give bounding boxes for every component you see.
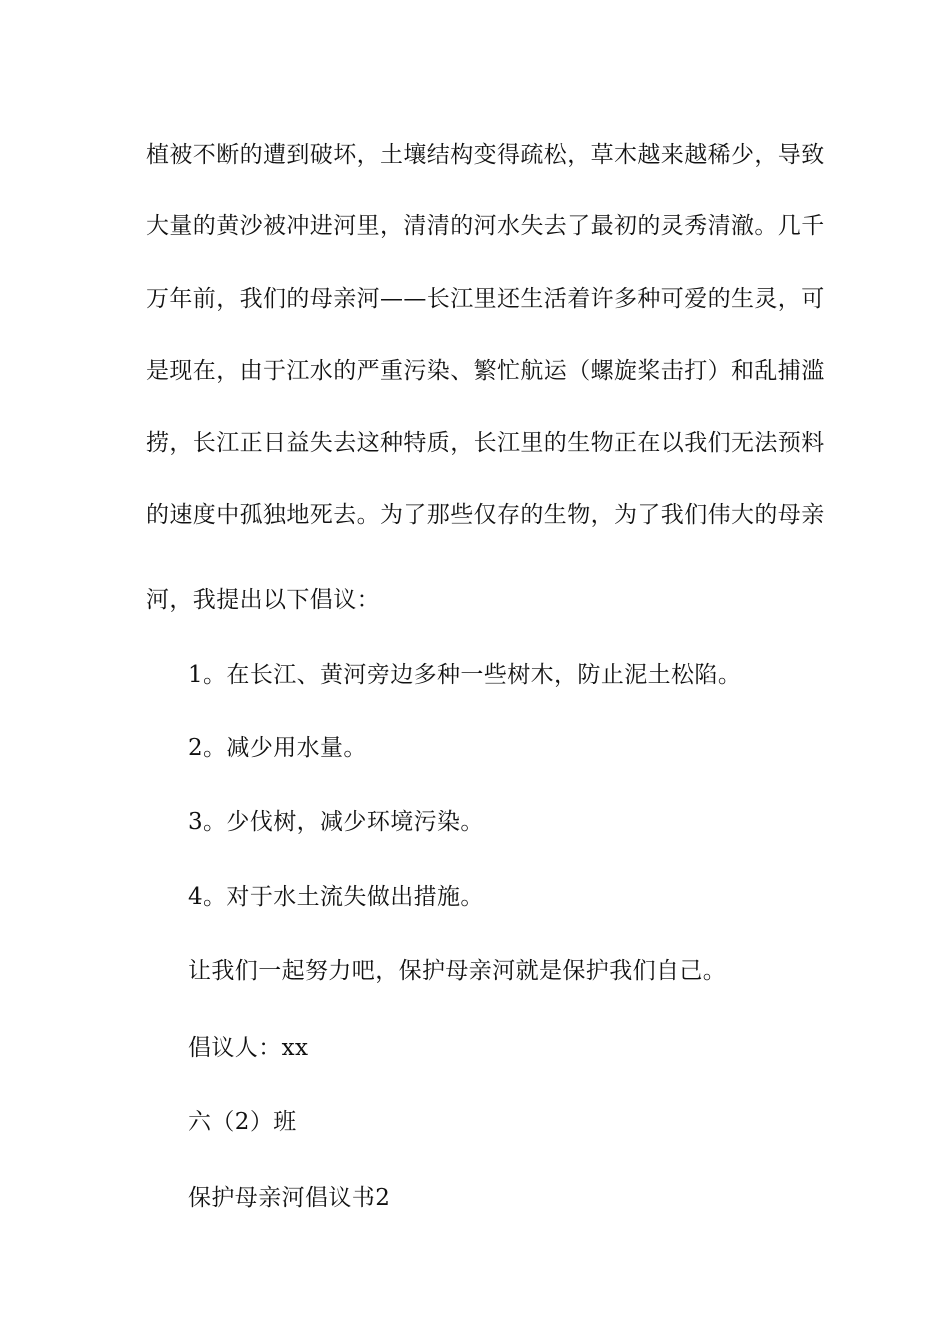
closing-sentence: 让我们一起努力吧，保护母亲河就是保护我们自己。 xyxy=(188,958,727,984)
paragraph-line: 河，我提出以下倡议： xyxy=(146,587,380,613)
paragraph-line: 万年前，我们的母亲河——长江里还生活着许多种可爱的生灵，可 xyxy=(146,286,825,312)
proposal-item: 4。对于水土流失做出措施。 xyxy=(188,884,484,910)
paragraph-line: 大量的黄沙被冲进河里，清清的河水失去了最初的灵秀清澈。几千 xyxy=(146,213,825,239)
paragraph-line: 的速度中孤独地死去。为了那些仅存的生物，为了我们伟大的母亲 xyxy=(146,502,825,528)
paragraph-line: 植被不断的遭到破坏，土壤结构变得疏松，草木越来越稀少，导致 xyxy=(146,142,825,168)
signer-line: 倡议人：xx xyxy=(188,1035,309,1061)
section-title: 保护母亲河倡议书2 xyxy=(188,1185,391,1211)
paragraph-line: 捞，长江正日益失去这种特质，长江里的生物正在以我们无法预料 xyxy=(146,430,825,456)
proposal-item: 1。在长江、黄河旁边多种一些树木，防止泥土松陷。 xyxy=(188,662,742,688)
class-line: 六（2）班 xyxy=(188,1109,297,1135)
paragraph-line: 是现在，由于江水的严重污染、繁忙航运（螺旋桨击打）和乱捕滥 xyxy=(146,358,825,384)
proposal-item: 3。少伐树，减少环境污染。 xyxy=(188,809,484,835)
proposal-item: 2。减少用水量。 xyxy=(188,735,367,761)
